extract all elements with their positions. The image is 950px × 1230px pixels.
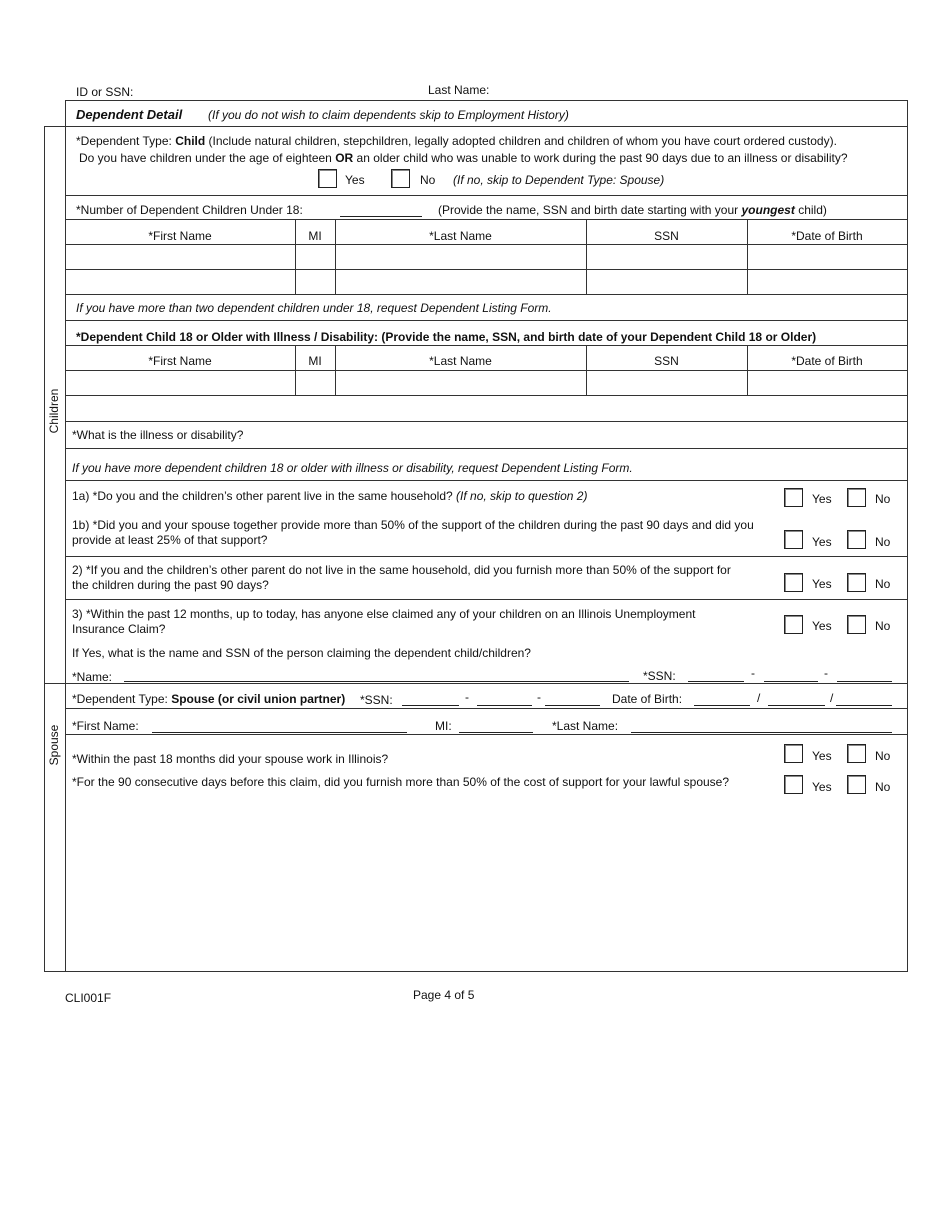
q2-yes-label: Yes	[812, 577, 832, 591]
children-skip-note: (If no, skip to Dependent Type: Spouse)	[453, 173, 665, 187]
spouse-last-name-label: *Last Name:	[552, 719, 619, 733]
children-no-label: No	[420, 173, 436, 187]
section-title: Dependent Detail	[76, 107, 183, 122]
spouse-ssn-part2[interactable]	[477, 705, 532, 706]
if-yes-question: If Yes, what is the name and SSN of the person claiming the dependent child/children?	[72, 646, 531, 660]
q1a-text: 1a) *Do you and the children’s other parent live in the same household?	[72, 489, 453, 503]
col-dob: *Date of Birth	[791, 229, 863, 243]
q3-no-label: No	[875, 619, 891, 633]
q1b-line2: provide at least 25% of that support?	[72, 533, 268, 547]
spouse-work-yes-checkbox[interactable]	[784, 744, 803, 763]
spouse-dob-year[interactable]	[836, 705, 892, 706]
child-type-prefix: *Dependent Type:	[76, 134, 172, 148]
spouse-type-prefix: *Dependent Type:	[72, 692, 168, 706]
spouse-type-line	[72, 692, 345, 706]
col-first-name: *First Name	[148, 354, 212, 368]
q2-line1: 2) *If you and the children’s other parent do not live in the same household, did you furnish more than 50% of the support for	[72, 563, 731, 577]
children-yes-label: Yes	[345, 173, 365, 187]
child-question-part2: an older child who was unable to work during the past 90 days due to an illness or disability?	[356, 151, 848, 165]
child-type-bold: Child	[175, 134, 206, 148]
children-note-part2: child)	[798, 203, 827, 217]
claimant-name-label: *Name:	[72, 670, 113, 684]
spouse-dob-day[interactable]	[768, 705, 825, 706]
claimant-ssn-label: *SSN:	[643, 669, 676, 683]
children-side-label: Children	[47, 388, 61, 434]
form-id: CLI001F	[65, 991, 112, 1005]
q2-no-label: No	[875, 577, 891, 591]
table-row[interactable]	[66, 396, 907, 420]
q3-yes-checkbox[interactable]	[784, 615, 803, 634]
spouse-type-bold: Spouse (or civil union partner)	[171, 692, 346, 706]
spouse-mi-label: MI:	[435, 719, 452, 733]
spouse-work-question: *Within the past 18 months did your spouse work in Illinois?	[72, 752, 389, 766]
child18-header: *Dependent Child 18 or Older with Illness / Disability: (Provide the name, SSN, and birth date of your Dependent Child 18 or Older)	[76, 330, 817, 344]
claimant-ssn-part1[interactable]	[688, 681, 744, 682]
spouse-work-no-label: No	[875, 749, 891, 763]
q2-line2: the children during the past 90 days?	[72, 578, 269, 592]
spouse-dob-label: Date of Birth:	[612, 692, 683, 706]
more-older-note: If you have more dependent children 18 or older with illness or disability, request Dependent Listing Form.	[72, 461, 633, 475]
children-no-checkbox[interactable]	[391, 169, 410, 188]
claimant-name-input[interactable]	[124, 681, 629, 682]
spouse-first-name-input[interactable]	[152, 732, 407, 733]
dob-slash: /	[830, 691, 834, 705]
ssn-dash: -	[465, 690, 469, 704]
frame-outer-left	[44, 126, 45, 972]
claimant-ssn-part3[interactable]	[837, 681, 892, 682]
child-type-rest: (Include natural children, stepchildren, legally adopted children and children of whom you have court ordered custody).	[208, 134, 837, 148]
child-question-or: OR	[335, 151, 354, 165]
spouse-ssn-label: *SSN:	[360, 693, 393, 707]
spouse-support-no-label: No	[875, 780, 891, 794]
col-ssn: SSN	[654, 354, 679, 368]
children-note-bold: youngest	[741, 203, 795, 217]
q1a-yes-label: Yes	[812, 492, 832, 506]
row-divider	[65, 195, 908, 196]
col-last-name: *Last Name	[429, 229, 492, 243]
q2-yes-checkbox[interactable]	[784, 573, 803, 592]
q1a-no-checkbox[interactable]	[847, 488, 866, 507]
q3-yes-label: Yes	[812, 619, 832, 633]
more-children-note: If you have more than two dependent children under 18, request Dependent Listing Form.	[76, 301, 552, 315]
q1b-no-label: No	[875, 535, 891, 549]
table-row[interactable]	[66, 371, 907, 395]
page-number: Page 4 of 5	[413, 988, 475, 1002]
spouse-mi-input[interactable]	[459, 732, 533, 733]
q3-line1: 3) *Within the past 12 months, up to today, has anyone else claimed any of your children on an Illinois Unemployment	[72, 607, 696, 621]
children-yes-checkbox[interactable]	[318, 169, 337, 188]
col-ssn: SSN	[654, 229, 679, 243]
child-question-line	[79, 151, 848, 165]
ssn-dash: -	[751, 666, 755, 680]
spouse-divider	[44, 683, 908, 684]
frame-bottom	[44, 971, 908, 972]
spouse-work-yes-label: Yes	[812, 749, 832, 763]
children-under18-note	[438, 203, 827, 217]
spouse-work-no-checkbox[interactable]	[847, 744, 866, 763]
col-mi: MI	[308, 229, 322, 243]
q1a-yes-checkbox[interactable]	[784, 488, 803, 507]
spouse-support-yes-checkbox[interactable]	[784, 775, 803, 794]
children-note-part1: (Provide the name, SSN and birth date starting with your	[438, 203, 739, 217]
q1b-line1: 1b) *Did you and your spouse together provide more than 50% of the support of the children during the past 90 days and did you	[72, 518, 754, 532]
frame-top	[65, 100, 908, 101]
children-count-input[interactable]	[340, 216, 422, 217]
illness-question: *What is the illness or disability?	[72, 428, 244, 442]
q1a-line	[72, 489, 587, 503]
spouse-first-name-label: *First Name:	[72, 719, 139, 733]
spouse-ssn-part3[interactable]	[545, 705, 600, 706]
spouse-ssn-part1[interactable]	[402, 705, 459, 706]
spouse-dob-month[interactable]	[694, 705, 750, 706]
q2-no-checkbox[interactable]	[847, 573, 866, 592]
frame-right	[907, 100, 908, 972]
col-dob: *Date of Birth	[791, 354, 863, 368]
ssn-dash: -	[537, 690, 541, 704]
q1a-note: (If no, skip to question 2)	[456, 489, 588, 503]
claimant-ssn-part2[interactable]	[764, 681, 818, 682]
dob-slash: /	[757, 691, 761, 705]
ssn-dash: -	[824, 666, 828, 680]
children-under18-label: *Number of Dependent Children Under 18:	[76, 203, 303, 217]
table-row[interactable]	[66, 270, 907, 294]
id-ssn-label: ID or SSN:	[76, 85, 134, 99]
spouse-support-yes-label: Yes	[812, 780, 832, 794]
spouse-last-name-input[interactable]	[631, 732, 892, 733]
q1b-yes-checkbox[interactable]	[784, 530, 803, 549]
q3-line2: Insurance Claim?	[72, 622, 166, 636]
q1b-no-checkbox[interactable]	[847, 530, 866, 549]
section-note: (If you do not wish to claim dependents skip to Employment History)	[208, 108, 569, 122]
col-mi: MI	[308, 354, 322, 368]
spouse-support-no-checkbox[interactable]	[847, 775, 866, 794]
section-divider	[44, 126, 908, 127]
col-first-name: *First Name	[148, 229, 212, 243]
q1a-no-label: No	[875, 492, 891, 506]
col-last-name: *Last Name	[429, 354, 492, 368]
q1b-yes-label: Yes	[812, 535, 832, 549]
spouse-support-question: *For the 90 consecutive days before this claim, did you furnish more than 50% of the cost of support for your lawful spouse?	[72, 775, 730, 789]
child-type-line	[76, 134, 837, 148]
table-row[interactable]	[66, 245, 907, 269]
child-question-part1: Do you have children under the age of eighteen	[79, 151, 332, 165]
last-name-header-label: Last Name:	[428, 83, 490, 97]
spouse-side-label: Spouse	[47, 724, 61, 766]
q3-no-checkbox[interactable]	[847, 615, 866, 634]
